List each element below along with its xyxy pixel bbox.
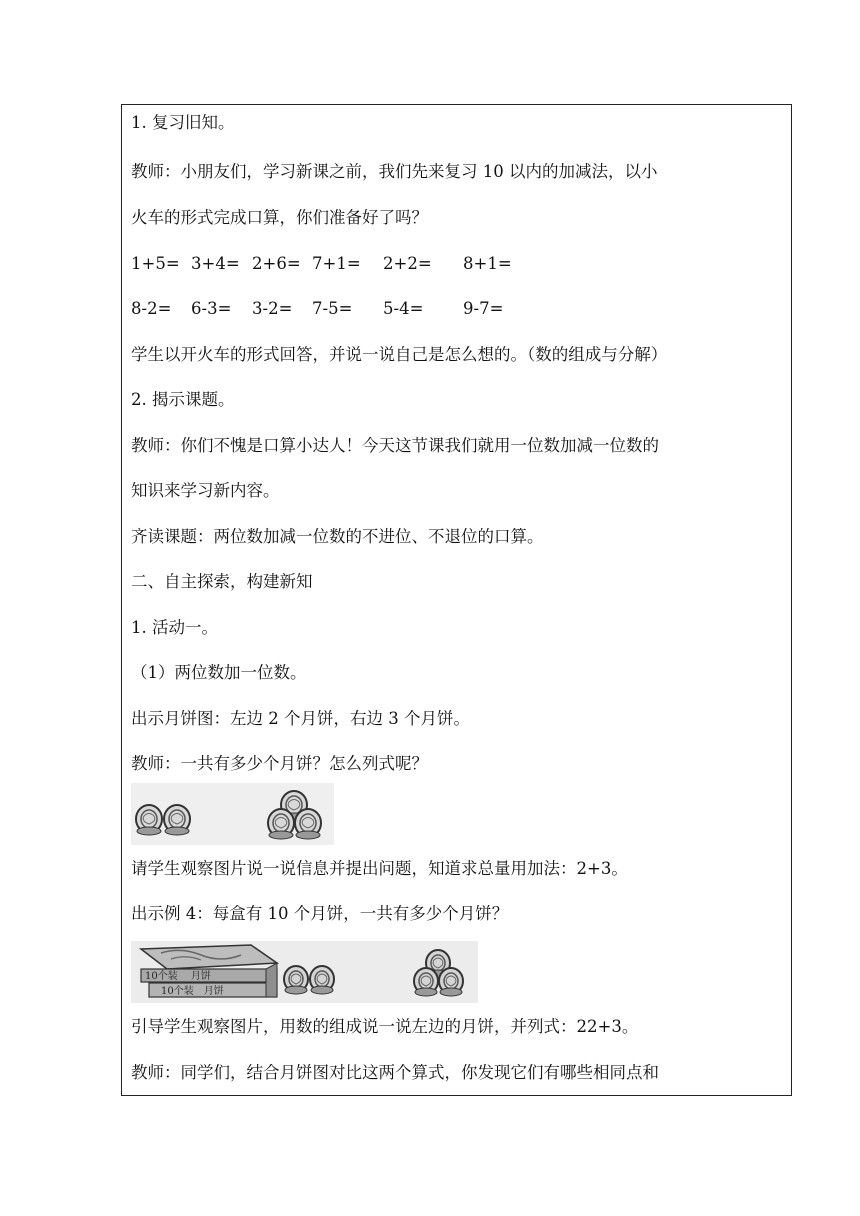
- addition-item: 1+5=: [131, 254, 180, 273]
- teacher-topic-line-1: 教师：你们不愧是口算小达人！今天这节课我们就用一位数加减一位数的: [131, 436, 659, 455]
- section-heading-topic: 2. 揭示课题。: [131, 390, 235, 409]
- section-heading-review: 1. 复习旧知。: [131, 113, 235, 132]
- show-mooncake-line: 出示月饼图：左边 2 个月饼，右边 3 个月饼。: [131, 709, 470, 728]
- guide-observe-line: 引导学生观察图片，用数的组成说一说左边的月饼，并列式：22+3。: [131, 1017, 639, 1036]
- student-answer-note: 学生以开火车的形式回答，并说一说自己是怎么想的。（数的组成与分解）: [131, 345, 668, 364]
- lesson-content-frame: [121, 104, 792, 1096]
- subtraction-item: 5-4=: [383, 299, 424, 318]
- subtraction-item: 9-7=: [463, 299, 504, 318]
- teacher-compare-line: 教师：同学们，结合月饼图对比这两个算式，你发现它们有哪些相同点和: [131, 1063, 659, 1082]
- section-heading-explore: 二、自主探索，构建新知: [131, 572, 313, 591]
- addition-item: 8+1=: [463, 254, 512, 273]
- mooncake-picture-22-plus-3: [131, 941, 478, 1003]
- mooncake-picture-2-plus-3: [131, 783, 334, 845]
- subheading-addition: （1）两位数加一位数。: [131, 663, 307, 682]
- read-title-line: 齐读课题：两位数加减一位数的不进位、不退位的口算。: [131, 527, 544, 546]
- addition-item: 3+4=: [191, 254, 240, 273]
- teacher-prompt-line-2: 火车的形式完成口算，你们准备好了吗？: [131, 208, 428, 227]
- addition-item: 2+2=: [383, 254, 432, 273]
- teacher-topic-line-2: 知识来学习新内容。: [131, 481, 280, 500]
- subtraction-item: 6-3=: [191, 299, 232, 318]
- svg-text:10个装 月饼: 10个装 月饼: [145, 971, 211, 982]
- svg-text:10个装 月饼: 10个装 月饼: [161, 986, 224, 997]
- addition-item: 7+1=: [312, 254, 361, 273]
- subtraction-item: 8-2=: [131, 299, 172, 318]
- teacher-prompt-line-1: 教师：小朋友们，学习新课之前，我们先来复习 10 以内的加减法，以小: [131, 162, 658, 181]
- subtraction-item: 7-5=: [312, 299, 353, 318]
- activity-heading: 1. 活动一。: [131, 618, 218, 637]
- subtraction-item: 3-2=: [252, 299, 293, 318]
- observe-picture-line: 请学生观察图片说一说信息并提出问题，知道求总量用加法：2+3。: [131, 859, 628, 878]
- teacher-question-line: 教师：一共有多少个月饼？怎么列式呢？: [131, 754, 428, 773]
- addition-item: 2+6=: [252, 254, 301, 273]
- example-4-line: 出示例 4：每盒有 10 个月饼，一共有多少个月饼？: [131, 904, 509, 923]
